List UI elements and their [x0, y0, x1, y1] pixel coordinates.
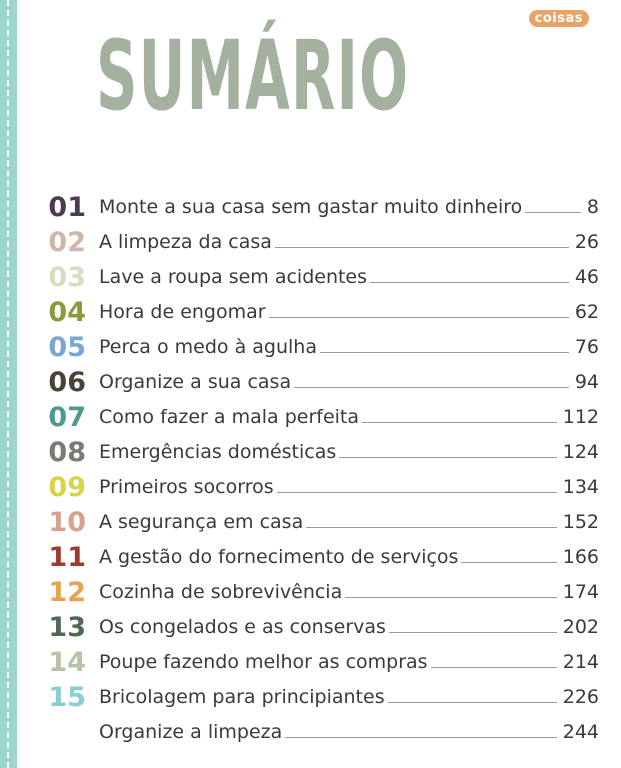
chapter-number: 12 — [48, 577, 86, 608]
chapter-title: Cozinha de sobrevivência — [99, 581, 343, 603]
dot-leader — [389, 610, 557, 633]
dot-leader — [285, 715, 556, 738]
page-number: 112 — [562, 406, 599, 428]
chapter-entry — [99, 470, 599, 505]
chapter-title: Perca o medo à agulha — [99, 336, 317, 358]
chapter-title: Bricolagem para principiantes — [99, 686, 385, 708]
dot-leader — [370, 260, 569, 283]
page-number: 152 — [562, 511, 599, 533]
toc-entry — [0, 680, 621, 715]
dot-leader — [362, 400, 557, 423]
page-number: 166 — [562, 546, 599, 568]
dot-leader — [339, 435, 556, 458]
toc-entry — [0, 540, 621, 575]
chapter-title: A gestão do fornecimento de serviços — [99, 546, 459, 568]
chapter-entry — [99, 400, 599, 435]
chapter-entry — [99, 575, 599, 610]
dot-leader — [388, 680, 557, 703]
chapter-entry — [99, 365, 599, 400]
chapter-title: Como fazer a mala perfeita — [99, 406, 360, 428]
page-title: SUMÁRIO — [96, 20, 410, 132]
chapter-entry — [99, 295, 599, 330]
chapter-entry — [99, 645, 599, 680]
chapter-title: Hora de engomar — [99, 301, 266, 323]
page-number: 174 — [562, 581, 599, 603]
dot-leader — [320, 330, 569, 353]
toc-entry — [0, 330, 621, 365]
chapter-title: Lave a roupa sem acidentes — [99, 266, 368, 288]
toc-entry — [0, 225, 621, 260]
chapter-number: 13 — [48, 612, 86, 643]
page-number: 134 — [562, 476, 599, 498]
dot-leader — [461, 540, 556, 563]
chapter-entry — [99, 190, 599, 225]
page-number: 214 — [562, 651, 599, 673]
chapter-number: 09 — [48, 472, 86, 503]
dot-leader — [275, 225, 569, 248]
chapter-entry — [99, 505, 599, 540]
page-number: 226 — [562, 686, 599, 708]
chapter-number: 06 — [48, 367, 86, 398]
toc-entry — [0, 295, 621, 330]
toc-entry — [0, 400, 621, 435]
page-number: 244 — [562, 721, 599, 743]
dot-leader — [277, 470, 557, 493]
page-number: 62 — [574, 301, 599, 323]
page-number: 8 — [586, 196, 599, 218]
chapter-number: 03 — [48, 262, 86, 293]
toc-entry — [0, 470, 621, 505]
dot-leader — [345, 575, 557, 598]
brand-logo: coisas — [529, 10, 589, 27]
chapter-title: Os congelados e as conservas — [99, 616, 386, 638]
chapter-number: 07 — [48, 402, 86, 433]
chapter-entry — [99, 680, 599, 715]
dot-leader — [269, 295, 569, 318]
page-number: 202 — [562, 616, 599, 638]
toc-entry — [0, 260, 621, 295]
chapter-title: Primeiros socorros — [99, 476, 274, 498]
chapter-title: Emergências domésticas — [99, 441, 337, 463]
chapter-number: 05 — [48, 332, 86, 363]
toc-entry — [0, 610, 621, 645]
chapter-number: 02 — [48, 227, 86, 258]
chapter-entry — [99, 435, 599, 470]
chapter-number: 01 — [48, 192, 86, 223]
chapter-entry — [99, 225, 599, 260]
dot-leader — [431, 645, 557, 668]
toc-entry — [0, 190, 621, 225]
page-number: 94 — [574, 371, 599, 393]
page-number: 76 — [574, 336, 599, 358]
page-number: 124 — [562, 441, 599, 463]
chapter-entry — [99, 610, 599, 645]
dot-leader — [294, 365, 569, 388]
chapter-number: 10 — [48, 507, 86, 538]
chapter-title: Organize a sua casa — [99, 371, 292, 393]
chapter-entry — [99, 715, 599, 750]
chapter-entry — [99, 260, 599, 295]
chapter-number: 15 — [48, 682, 86, 713]
toc-entry — [0, 645, 621, 680]
chapter-title: Poupe fazendo melhor as compras — [99, 651, 428, 673]
toc-entry — [0, 435, 621, 470]
chapter-title: A segurança em casa — [99, 511, 304, 533]
chapter-number: 08 — [48, 437, 86, 468]
chapter-title: Monte a sua casa sem gastar muito dinheiro — [99, 196, 523, 218]
chapter-entry — [99, 540, 599, 575]
chapter-number: 14 — [48, 647, 86, 678]
toc-entry — [0, 715, 621, 750]
chapter-number: 11 — [48, 542, 86, 573]
dot-leader — [306, 505, 557, 528]
table-of-contents — [0, 190, 621, 750]
toc-entry — [0, 575, 621, 610]
chapter-title: Organize a limpeza — [99, 721, 283, 743]
toc-entry — [0, 365, 621, 400]
dot-leader — [525, 190, 581, 213]
chapter-title: A limpeza da casa — [99, 231, 272, 253]
toc-entry — [0, 505, 621, 540]
page-number: 26 — [574, 231, 599, 253]
chapter-number: 04 — [48, 297, 86, 328]
page-number: 46 — [574, 266, 599, 288]
chapter-entry — [99, 330, 599, 365]
